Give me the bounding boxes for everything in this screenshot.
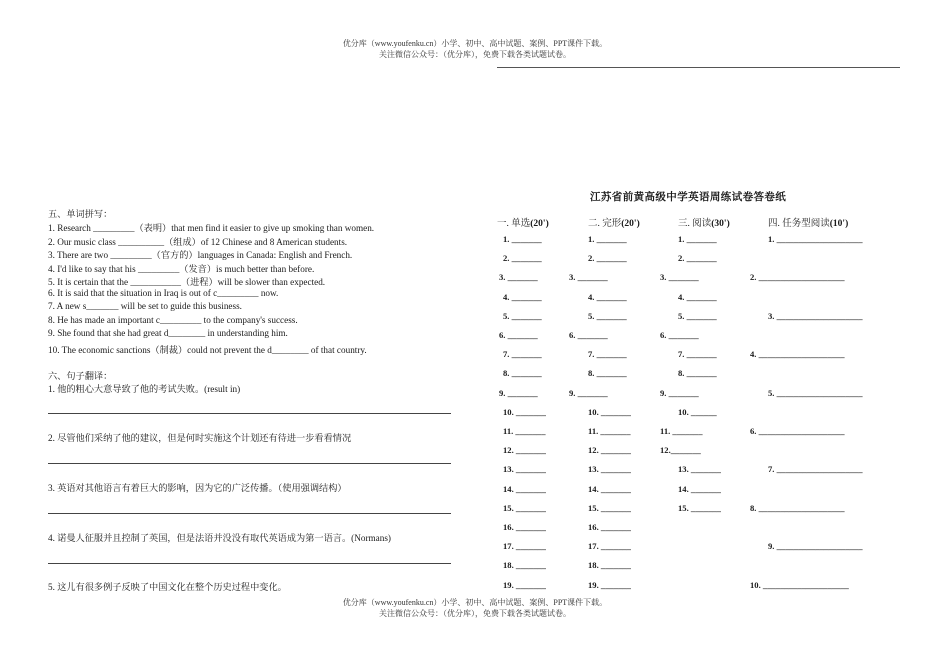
translation-item: 5. 这儿有很多例子反映了中国文化在整个历史过程中变化。 — [48, 582, 287, 592]
cloze-blank[interactable]: 8. _______ — [588, 368, 627, 379]
reading-blank[interactable]: 11. _______ — [660, 426, 703, 436]
cloze-blank[interactable]: 13. _______ — [588, 464, 631, 475]
answer-line — [48, 513, 451, 514]
section5-title: 五、单词拼写： — [48, 209, 113, 219]
column-label: 一. 单选 — [497, 219, 531, 229]
reading-blank[interactable]: 14. _______ — [678, 483, 721, 494]
vocab-item: 8. He has made an important c_________ to the company's success. — [48, 314, 298, 325]
cloze-blank[interactable]: 9. _______ — [569, 387, 608, 398]
task-reading-blank[interactable]: 4. ____________________ — [750, 349, 845, 360]
single-choice-blank[interactable]: 3. _______ — [499, 272, 538, 283]
single-choice-blank[interactable]: 4. _______ — [503, 291, 542, 302]
page-footer — [0, 597, 950, 619]
vocab-item: 5. It is certain that the ___________（进程）will be slower than expected. — [48, 277, 326, 287]
cloze-blank[interactable]: 2. _______ — [588, 253, 627, 264]
column-score: (20') — [530, 219, 549, 229]
task-reading-blank[interactable]: 5. ____________________ — [768, 387, 863, 398]
vocab-item: 4. I'd like to say that his _________（发音）is much better than before. — [48, 263, 315, 274]
cloze-blank[interactable]: 18. _______ — [588, 560, 631, 571]
cloze-blank[interactable]: 1. _______ — [588, 234, 627, 244]
reading-blank[interactable]: 10. ______ — [678, 406, 717, 417]
vocab-item: 6. It is said that the situation in Iraq is out of c_________ now. — [48, 287, 279, 298]
task-reading-blank[interactable]: 3. ____________________ — [768, 310, 863, 321]
single-choice-blank[interactable]: 17. _______ — [503, 541, 546, 552]
reading-blank[interactable]: 8. _______ — [678, 368, 717, 379]
column-header-cloze — [588, 215, 640, 229]
vocab-item: 1. Research _________（表明）that men find it easier to give up smoking than women. — [48, 223, 375, 233]
task-reading-blank[interactable]: 8. ____________________ — [750, 502, 845, 513]
reading-blank[interactable]: 9. _______ — [660, 387, 699, 398]
single-choice-blank[interactable]: 18. _______ — [503, 560, 546, 571]
cloze-blank[interactable]: 16. _______ — [588, 522, 631, 532]
header-line-2: 关注微信公众号：（优分库），免费下载各类试题试卷。 — [379, 50, 571, 59]
task-reading-blank[interactable]: 7. ____________________ — [768, 464, 863, 475]
vocab-item: 7. A new s_______ will be set to guide this business. — [48, 301, 242, 311]
column-score: (30') — [711, 219, 730, 229]
translation-item: 3. 英语对其他语言有着巨大的影响，因为它的广泛传播。（使用强调结构） — [48, 483, 347, 493]
single-choice-blank[interactable]: 15. _______ — [503, 502, 546, 513]
vocab-item: 3. There are two _________（官方的）languages in Canada: English and French. — [48, 250, 353, 260]
section6-title: 六、句子翻译： — [48, 371, 113, 381]
cloze-blank[interactable]: 15. _______ — [588, 502, 631, 513]
reading-blank[interactable]: 13. _______ — [678, 464, 721, 475]
reading-blank[interactable]: 4. _______ — [678, 291, 717, 302]
reading-blank[interactable]: 7. _______ — [678, 349, 717, 360]
single-choice-blank[interactable]: 6. _______ — [499, 330, 538, 340]
single-choice-blank[interactable]: 16. _______ — [503, 522, 546, 532]
cloze-blank[interactable]: 19. _______ — [588, 579, 631, 590]
vocab-item: 2. Our music class __________（组成）of 12 Chinese and 8 American students. — [48, 236, 348, 247]
cloze-blank[interactable]: 7. _______ — [588, 349, 627, 360]
cloze-blank[interactable]: 14. _______ — [588, 483, 631, 494]
single-choice-blank[interactable]: 1. _______ — [503, 234, 542, 244]
translation-item: 4. 诺曼人征服并且控制了英国，但是法语并没没有取代英语成为第一语言。(Normans) — [48, 533, 391, 543]
task-reading-blank[interactable]: 10. ____________________ — [750, 579, 849, 590]
column-header-single-choice — [497, 215, 549, 229]
cloze-blank[interactable]: 3. _______ — [569, 272, 608, 283]
single-choice-blank[interactable]: 5. _______ — [503, 310, 542, 321]
header-divider — [497, 67, 900, 68]
cloze-blank[interactable]: 17. _______ — [588, 541, 631, 552]
single-choice-blank[interactable]: 11. _______ — [503, 426, 546, 436]
column-label: 四. 任务型阅读 — [768, 219, 830, 229]
reading-blank[interactable]: 12._______ — [660, 445, 701, 456]
single-choice-blank[interactable]: 10. _______ — [503, 406, 546, 417]
single-choice-blank[interactable]: 19. _______ — [503, 579, 546, 590]
reading-blank[interactable]: 5. _______ — [678, 310, 717, 321]
reading-blank[interactable]: 15. _______ — [678, 502, 721, 513]
column-label: 二. 完形 — [588, 219, 622, 229]
column-score: (20') — [621, 219, 640, 229]
single-choice-blank[interactable]: 7. _______ — [503, 349, 542, 360]
cloze-blank[interactable]: 4. _______ — [588, 291, 627, 302]
single-choice-blank[interactable]: 14. _______ — [503, 483, 546, 494]
footer-line-1: 优分库（www.youfenku.cn）小学、初中、高中试题、案例、PPT课件下载。 — [342, 598, 608, 607]
single-choice-blank[interactable]: 8. _______ — [503, 368, 542, 379]
column-header-task-reading — [768, 215, 848, 229]
answer-sheet-title: 江苏省前黄高级中学英语周练试卷答卷纸 — [590, 192, 787, 203]
translation-item: 2. 尽管他们采纳了他的建议，但是何时实施这个计划还有待进一步看看情况 — [48, 433, 352, 443]
task-reading-blank[interactable]: 9. ____________________ — [768, 541, 863, 552]
reading-blank[interactable]: 3. _______ — [660, 272, 699, 283]
column-header-reading — [678, 215, 730, 229]
task-reading-blank[interactable]: 2. ____________________ — [750, 272, 845, 283]
cloze-blank[interactable]: 10. _______ — [588, 406, 631, 417]
reading-blank[interactable]: 2. _______ — [678, 253, 717, 264]
cloze-blank[interactable]: 6. _______ — [569, 330, 608, 340]
reading-blank[interactable]: 6. _______ — [660, 330, 699, 340]
cloze-blank[interactable]: 12. _______ — [588, 445, 631, 456]
column-score: (10') — [829, 219, 849, 229]
answer-line — [48, 413, 451, 414]
single-choice-blank[interactable]: 12. _______ — [503, 445, 546, 456]
single-choice-blank[interactable]: 2. _______ — [503, 253, 542, 264]
vocab-item: 10. The economic sanctions（制裁）could not prevent the d________ of that country. — [48, 344, 367, 355]
footer-line-2: 关注微信公众号：（优分库），免费下载各类试题试卷。 — [379, 609, 571, 618]
answer-line — [48, 463, 451, 464]
vocab-item: 9. She found that she had great d________ in understanding him. — [48, 328, 288, 338]
translation-item: 1. 他的粗心大意导致了他的考试失败。(result in) — [48, 384, 241, 394]
reading-blank[interactable]: 1. _______ — [678, 234, 717, 244]
header-line-1: 优分库（www.youfenku.cn）小学、初中、高中试题、案例、PPT课件下载。 — [342, 39, 608, 48]
single-choice-blank[interactable]: 9. _______ — [499, 387, 538, 398]
task-reading-blank[interactable]: 1. ____________________ — [768, 234, 863, 244]
cloze-blank[interactable]: 5. _______ — [588, 310, 627, 321]
task-reading-blank[interactable]: 6. ____________________ — [750, 426, 845, 436]
page-header — [0, 38, 950, 60]
cloze-blank[interactable]: 11. _______ — [588, 426, 631, 436]
column-label: 三. 阅读 — [678, 219, 712, 229]
single-choice-blank[interactable]: 13. _______ — [503, 464, 546, 475]
answer-line — [48, 563, 451, 564]
